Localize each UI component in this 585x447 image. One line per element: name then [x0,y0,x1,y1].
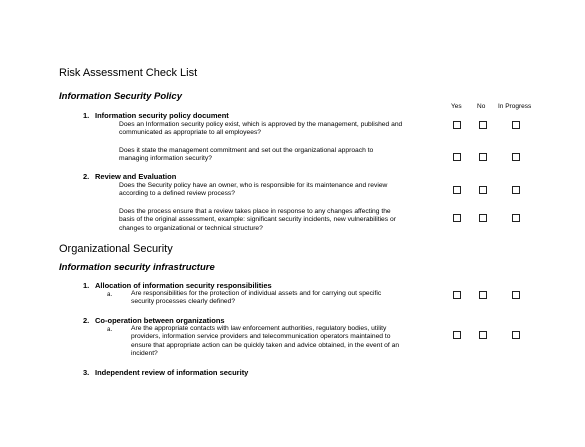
checkbox-yes[interactable] [453,121,461,129]
checkbox-yes[interactable] [453,186,461,194]
checkbox-no[interactable] [479,153,487,161]
question-text: Does an Information security policy exist, which is approved by the management, published and communicated as appropriate to all employees? [119,121,403,137]
column-header-in-progress: In Progress [498,103,532,110]
column-header-yes: Yes [451,103,462,110]
item-number: 1. [83,111,90,120]
checkbox-no[interactable] [479,121,487,129]
question-text: Does the Security policy have an owner, who is responsible for its maintenance and review according to a defined review process? [119,182,388,198]
item-number: 2. [83,316,90,325]
item-title: Allocation of information security responsibilities [95,281,272,290]
checkbox-in-progress[interactable] [512,331,520,339]
checkbox-yes[interactable] [453,331,461,339]
item-title: Information security policy document [95,111,229,120]
column-header-no: No [477,103,486,110]
checkbox-no[interactable] [479,331,487,339]
checkbox-no[interactable] [479,214,487,222]
item-title: Review and Evaluation [95,172,177,181]
question-text: Are responsibilities for the protection of individual assets and for carrying out specific security processes clearly defined? [131,290,382,306]
question-text: Does the process ensure that a review takes place in response to any changes affecting the basis of the original assessment, example: significant security incidents, new vulnerabilities or changes to organizational or technical structure? [119,208,396,232]
checkbox-yes[interactable] [453,291,461,299]
section-subheading: Information security infrastructure [59,262,215,273]
checkbox-in-progress[interactable] [512,214,520,222]
checkbox-in-progress[interactable] [512,186,520,194]
checkbox-yes[interactable] [453,153,461,161]
section-heading: Organizational Security [59,243,173,255]
checkbox-no[interactable] [479,291,487,299]
page-title: Risk Assessment Check List [59,67,198,79]
item-title: Co-operation between organizations [95,316,225,325]
checkbox-in-progress[interactable] [512,121,520,129]
item-number: 2. [83,172,90,181]
item-number: 1. [83,281,90,290]
item-number: 3. [83,368,90,377]
checkbox-yes[interactable] [453,214,461,222]
question-marker: a. [107,326,113,333]
section-subheading: Information Security Policy [59,91,182,102]
question-text: Are the appropriate contacts with law enforcement authorities, regulatory bodies, utility providers, information service providers and telecommunication operators maintained to ensure that appropriate action can be quickly taken and advice obtained, in the event of an incident? [131,325,400,357]
checkbox-in-progress[interactable] [512,153,520,161]
checkbox-in-progress[interactable] [512,291,520,299]
checkbox-no[interactable] [479,186,487,194]
item-title: Independent review of information security [95,368,249,377]
question-text: Does it state the management commitment and set out the organizational approach to managing information security? [119,147,374,163]
question-marker: a. [107,291,113,298]
